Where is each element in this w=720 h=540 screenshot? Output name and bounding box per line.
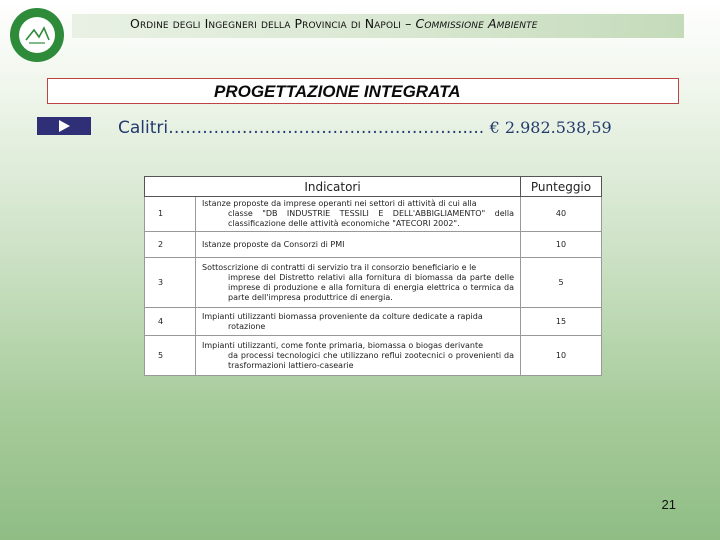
- row-number: 5: [145, 336, 196, 376]
- table-row: [145, 232, 602, 258]
- project-amount: € 2.982.538,59: [489, 118, 612, 137]
- row-score: 10: [521, 232, 602, 258]
- indicators-table: [144, 176, 602, 376]
- project-line: [118, 118, 612, 138]
- row-description: Istanze proposte da Consorzi di PMI: [196, 232, 521, 258]
- score-header: Punteggio: [521, 177, 602, 197]
- row-description: Impianti utilizzanti, come fonte primaria, biomassa o biogas derivante da processi tecnologici che utilizzano reflui zootecnici o provenienti da trasformazioni lattiero-casearie: [196, 336, 521, 376]
- row-score: 5: [521, 258, 602, 308]
- play-arrow-icon: [59, 120, 70, 132]
- row-number: 4: [145, 308, 196, 336]
- table-row: [145, 258, 602, 308]
- table-row: [145, 197, 602, 232]
- row-number: 2: [145, 232, 196, 258]
- page-title: PROGETTAZIONE INTEGRATA: [214, 82, 461, 101]
- row-score: 15: [521, 308, 602, 336]
- row-number: 3: [145, 258, 196, 308]
- row-number: 1: [145, 197, 196, 232]
- row-description: Impianti utilizzanti biomassa proveniente da colture dedicate a rapida rotazione: [196, 308, 521, 336]
- play-button[interactable]: [37, 117, 91, 135]
- table-row: [145, 336, 602, 376]
- header-title: [130, 16, 650, 31]
- table-row: [145, 308, 602, 336]
- row-description: Sottoscrizione di contratti di servizio tra il consorzio beneficiario e le imprese del Distretto relativi alla fornitura di biomassa da parte delle imprese di produzione e alla fornitura di energia elettrica o termica da parte dell'impresa produttrice di energia.: [196, 258, 521, 308]
- row-description: Istanze proposte da imprese operanti nei settori di attività di cui alla classe "DB INDUSTRIE TESSILI E DELL'ABBIGLIAMENTO" della classificazione delle attività economiche "ATECORI 2002".: [196, 197, 521, 232]
- project-dots: …………………………………………….....: [168, 118, 485, 138]
- header-separator: –: [401, 16, 416, 31]
- logo: [8, 6, 66, 64]
- project-name: Calitri: [118, 118, 169, 138]
- table-header-row: [145, 177, 602, 197]
- org-subtitle: Commissione Ambiente: [415, 16, 538, 31]
- org-title: Ordine degli Ingegneri della Provincia di Napoli: [130, 16, 402, 31]
- row-score: 10: [521, 336, 602, 376]
- row-score: 40: [521, 197, 602, 232]
- indicators-header: Indicatori: [145, 177, 521, 197]
- page-number: 21: [661, 497, 676, 512]
